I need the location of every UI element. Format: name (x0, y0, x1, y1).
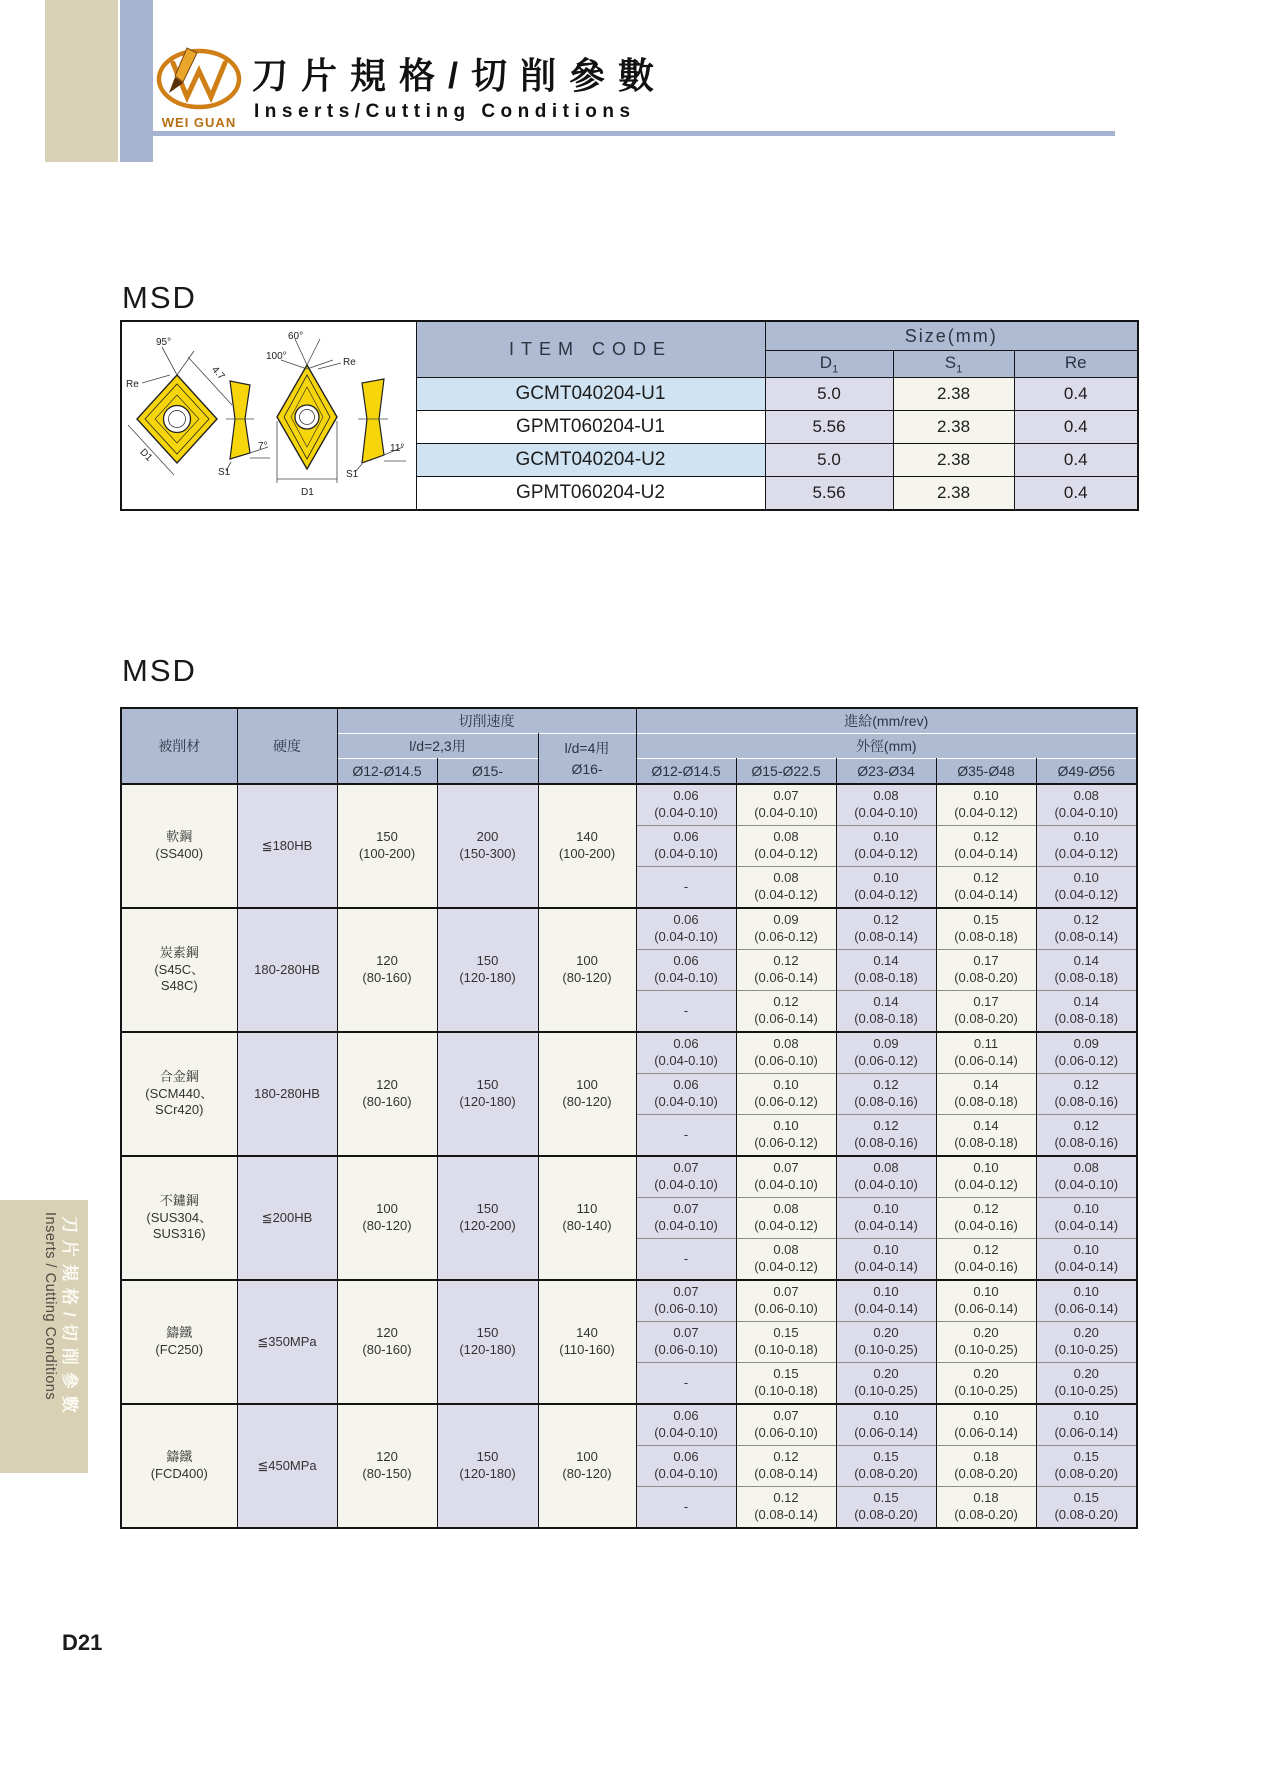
speed-cell: 100 (80-120) (337, 1156, 437, 1280)
feed-cell: 0.15 (0.08-0.20) (836, 1446, 936, 1487)
feed-cell: 0.08 (0.04-0.10) (1036, 784, 1137, 826)
insert-diagram-cell (121, 321, 416, 510)
hardness-cell: 180-280HB (237, 1032, 337, 1156)
feed-cell: 0.10 (0.04-0.12) (936, 1156, 1036, 1198)
feed-cell: 0.06 (0.04-0.10) (636, 1032, 736, 1074)
feed-cell: 0.14 (0.08-0.18) (836, 950, 936, 991)
dim-relief-7: 7° (258, 441, 268, 452)
feed-cell: 0.10 (0.06-0.12) (736, 1074, 836, 1115)
cond-row (121, 1032, 1137, 1074)
dim-relief-11: 11° (390, 443, 405, 454)
s1-value: 2.38 (893, 378, 1014, 411)
feed-cell: 0.12 (0.08-0.16) (836, 1115, 936, 1157)
feed-cell: 0.12 (0.08-0.16) (1036, 1074, 1137, 1115)
feed-cell: 0.12 (0.08-0.14) (1036, 908, 1137, 950)
hardness-cell: 180-280HB (237, 908, 337, 1032)
feed-cell: 0.08 (0.06-0.10) (736, 1032, 836, 1074)
feed-cell: 0.10 (0.04-0.14) (836, 1198, 936, 1239)
feed-cell: 0.08 (0.04-0.10) (836, 784, 936, 826)
dim-d1-1: D1 (137, 446, 155, 464)
speed-cell: 120 (80-160) (337, 1280, 437, 1404)
material-header: 被削材 (121, 708, 237, 784)
feed-cell: 0.12 (0.08-0.14) (736, 1446, 836, 1487)
insert-diagrams (122, 325, 415, 506)
feed-cell: 0.15 (0.10-0.18) (736, 1363, 836, 1405)
feed-cell: 0.07 (0.04-0.10) (736, 784, 836, 826)
re-value: 0.4 (1014, 378, 1138, 411)
re-value: 0.4 (1014, 411, 1138, 444)
col-header-d1: $D_1$ (765, 351, 893, 378)
feed-cell: 0.18 (0.08-0.20) (936, 1487, 1036, 1529)
d1-value: 5.0 (765, 378, 893, 411)
feed-cell: 0.12 (0.06-0.14) (736, 991, 836, 1033)
feed-cell: 0.10 (0.04-0.12) (836, 867, 936, 909)
feed-cell: 0.08 (0.04-0.10) (1036, 1156, 1137, 1198)
spec-section-title: MSD (122, 280, 197, 315)
feed-cell: - (636, 1487, 736, 1529)
feed-cell: 0.18 (0.08-0.20) (936, 1446, 1036, 1487)
re-value: 0.4 (1014, 444, 1138, 477)
col-header-re: Re (1014, 351, 1138, 378)
cond-row (121, 908, 1137, 950)
insert-front-view-1 (126, 337, 232, 475)
feed-cell: 0.08 (0.04-0.12) (736, 1239, 836, 1281)
cond-row (121, 784, 1137, 826)
ld23-header: l/d=2,3用 (337, 734, 538, 759)
dim-re-1: Re (126, 379, 139, 390)
feed-cell: 0.10 (0.04-0.14) (1036, 1239, 1137, 1281)
feed-cell: 0.10 (0.04-0.14) (836, 1239, 936, 1281)
speed-cell: 120 (80-160) (337, 1032, 437, 1156)
feed-cell: 0.06 (0.04-0.10) (636, 1446, 736, 1487)
speed-cell: 100 (80-120) (538, 1404, 636, 1528)
feed-cell: 0.12 (0.04-0.14) (936, 826, 1036, 867)
re-value: 0.4 (1014, 477, 1138, 511)
feed-cell: 0.10 (0.06-0.14) (936, 1280, 1036, 1322)
ld4-label: l/d=4用 (564, 740, 610, 757)
feed-cell: 0.06 (0.04-0.10) (636, 1074, 736, 1115)
speed-cell: 150 (120-180) (437, 1032, 538, 1156)
speed-cell: 150 (120-200) (437, 1156, 538, 1280)
speed-group-header: 切削速度 (337, 708, 636, 734)
feed-cell: 0.06 (0.04-0.10) (636, 826, 736, 867)
feed-cell: 0.08 (0.04-0.12) (736, 826, 836, 867)
speed-cell: 200 (150-300) (437, 784, 538, 908)
feed-cell: 0.20 (0.10-0.25) (1036, 1363, 1137, 1405)
page-title-en: Inserts/Cutting Conditions (254, 101, 636, 122)
feed-cell: - (636, 1239, 736, 1281)
feed-cell: 0.07 (0.04-0.10) (636, 1198, 736, 1239)
feed-cell: 0.07 (0.06-0.10) (736, 1280, 836, 1322)
item-code: GCMT040204-U2 (416, 444, 765, 477)
feed-cell: 0.15 (0.08-0.20) (836, 1487, 936, 1529)
feed-cell: 0.12 (0.08-0.16) (836, 1074, 936, 1115)
company-logo (156, 46, 242, 134)
s1-value: 2.38 (893, 444, 1014, 477)
feed-cell: 0.14 (0.08-0.18) (836, 991, 936, 1033)
speed-cell: 150 (100-200) (337, 784, 437, 908)
feed-cell: 0.10 (0.04-0.14) (1036, 1198, 1137, 1239)
hardness-cell: ≦200HB (237, 1156, 337, 1280)
blue-accent-bar (120, 0, 153, 162)
hardness-cell: ≦180HB (237, 784, 337, 908)
speed-cell: 110 (80-140) (538, 1156, 636, 1280)
feed-cell: 0.14 (0.08-0.18) (936, 1074, 1036, 1115)
feed-cell: - (636, 867, 736, 909)
side-tab-label-zh: 刀片規格/切削參數 (60, 1216, 79, 1420)
feed-cell: 0.10 (0.06-0.14) (836, 1404, 936, 1446)
item-code: GPMT060204-U2 (416, 477, 765, 511)
conditions-section-title: MSD (122, 653, 197, 688)
d1-value: 5.0 (765, 444, 893, 477)
feed-cell: - (636, 991, 736, 1033)
dim-angle-100: 100° (266, 351, 287, 362)
material-cell: 合金鋼 (SCM440、 SCr420) (121, 1032, 237, 1156)
feed-group-header: 進給(mm/rev) (636, 708, 1137, 734)
ld4-header (538, 734, 636, 785)
feed-cell: 0.09 (0.06-0.12) (836, 1032, 936, 1074)
feed-cell: 0.20 (0.10-0.25) (936, 1322, 1036, 1363)
feed-cell: 0.14 (0.08-0.18) (1036, 950, 1137, 991)
feed-cell: 0.07 (0.06-0.10) (636, 1280, 736, 1322)
speed-cell: 100 (80-120) (538, 908, 636, 1032)
material-cell: 軟鋼 (SS400) (121, 784, 237, 908)
feed-cell: 0.12 (0.06-0.14) (736, 950, 836, 991)
cond-row (121, 1280, 1137, 1322)
spec-table (120, 320, 1139, 511)
material-cell: 炭素鋼 (S45C、 S48C) (121, 908, 237, 1032)
s1-value: 2.38 (893, 411, 1014, 444)
feed-col-header: Ø12-Ø14.5 (636, 759, 736, 785)
feed-cell: 0.06 (0.04-0.10) (636, 950, 736, 991)
cond-row (121, 1404, 1137, 1446)
material-cell: 不鏽鋼 (SUS304、 SUS316) (121, 1156, 237, 1280)
speed-cell: 140 (100-200) (538, 784, 636, 908)
dim-s1-1: S1 (218, 467, 231, 478)
feed-cell: 0.08 (0.04-0.10) (836, 1156, 936, 1198)
hardness-header: 硬度 (237, 708, 337, 784)
od-header: 外徑(mm) (636, 734, 1137, 759)
feed-cell: 0.06 (0.04-0.10) (636, 908, 736, 950)
speed-cell: 150 (120-180) (437, 908, 538, 1032)
feed-cell: 0.10 (0.04-0.12) (1036, 867, 1137, 909)
feed-cell: 0.17 (0.08-0.20) (936, 991, 1036, 1033)
feed-cell: 0.12 (0.04-0.16) (936, 1198, 1036, 1239)
dim-re-2: Re (343, 357, 356, 368)
beige-corner-block (45, 0, 118, 162)
spec-header-row-1 (121, 321, 1138, 351)
insert-side-view-1 (218, 381, 270, 478)
feed-cell: - (636, 1363, 736, 1405)
dim-d1-2: D1 (301, 487, 314, 498)
cond-row (121, 1156, 1137, 1198)
side-tab-label-en: Inserts / Cutting Conditions (42, 1212, 58, 1401)
feed-cell: 0.06 (0.04-0.10) (636, 1404, 736, 1446)
material-cell: 鑄鐵 (FCD400) (121, 1404, 237, 1528)
feed-col-header: Ø49-Ø56 (1036, 759, 1137, 785)
feed-cell: 0.15 (0.08-0.20) (1036, 1487, 1137, 1529)
feed-cell: - (636, 1115, 736, 1157)
speed-col-header: Ø12-Ø14.5 (337, 759, 437, 785)
insert-front-view-2 (266, 331, 356, 498)
feed-cell: 0.10 (0.06-0.14) (936, 1404, 1036, 1446)
feed-cell: 0.10 (0.04-0.12) (1036, 826, 1137, 867)
speed-col-header: Ø15- (437, 759, 538, 785)
item-code: GCMT040204-U1 (416, 378, 765, 411)
feed-cell: 0.12 (0.04-0.16) (936, 1239, 1036, 1281)
feed-cell: 0.17 (0.08-0.20) (936, 950, 1036, 991)
feed-cell: 0.07 (0.06-0.10) (636, 1322, 736, 1363)
header-underline (153, 131, 1115, 136)
size-header: Size(mm) (765, 321, 1138, 351)
feed-cell: 0.11 (0.06-0.14) (936, 1032, 1036, 1074)
feed-cell: 0.20 (0.10-0.25) (836, 1322, 936, 1363)
logo-text: WEI GUAN (161, 115, 237, 130)
feed-cell: 0.06 (0.04-0.10) (636, 784, 736, 826)
col-header-s1: $S_1$ (893, 351, 1014, 378)
dim-edge-47: 4.7 (209, 364, 227, 383)
feed-cell: 0.12 (0.04-0.14) (936, 867, 1036, 909)
logo-graphic (156, 46, 242, 134)
feed-cell: 0.14 (0.08-0.18) (1036, 991, 1137, 1033)
feed-cell: 0.07 (0.06-0.10) (736, 1404, 836, 1446)
feed-cell: 0.15 (0.08-0.20) (1036, 1446, 1137, 1487)
feed-cell: 0.10 (0.06-0.14) (1036, 1280, 1137, 1322)
feed-cell: 0.14 (0.08-0.18) (936, 1115, 1036, 1157)
dim-s1-2: S1 (346, 469, 359, 480)
dim-angle-60: 60° (288, 331, 304, 342)
feed-cell: 0.07 (0.04-0.10) (736, 1156, 836, 1198)
feed-cell: 0.10 (0.04-0.12) (836, 826, 936, 867)
hardness-cell: ≦350MPa (237, 1280, 337, 1404)
speed-cell: 150 (120-180) (437, 1280, 538, 1404)
feed-cell: 0.09 (0.06-0.12) (736, 908, 836, 950)
feed-col-header: Ø15-Ø22.5 (736, 759, 836, 785)
feed-cell: 0.08 (0.04-0.12) (736, 1198, 836, 1239)
d1-value: 5.56 (765, 411, 893, 444)
feed-cell: 0.07 (0.04-0.10) (636, 1156, 736, 1198)
page-title-zh: 刀片規格/切削參數 (252, 55, 668, 96)
speed-cell: 140 (110-160) (538, 1280, 636, 1404)
speed-cell: 150 (120-180) (437, 1404, 538, 1528)
logo-oval (159, 51, 239, 107)
feed-cell: 0.20 (0.10-0.25) (836, 1363, 936, 1405)
feed-cell: 0.20 (0.10-0.25) (1036, 1322, 1137, 1363)
feed-cell: 0.10 (0.06-0.14) (1036, 1404, 1137, 1446)
page-number: D21 (62, 1630, 103, 1655)
insert-side-view-2 (346, 379, 406, 480)
feed-col-header: Ø35-Ø48 (936, 759, 1036, 785)
feed-cell: 0.12 (0.08-0.14) (836, 908, 936, 950)
dim-angle-95: 95° (156, 337, 172, 348)
feed-col-header: Ø23-Ø34 (836, 759, 936, 785)
feed-cell: 0.20 (0.10-0.25) (936, 1363, 1036, 1405)
feed-cell: 0.09 (0.06-0.12) (1036, 1032, 1137, 1074)
material-cell: 鑄鐵 (FC250) (121, 1280, 237, 1404)
feed-cell: 0.10 (0.04-0.14) (836, 1280, 936, 1322)
speed-cell: 120 (80-150) (337, 1404, 437, 1528)
feed-cell: 0.12 (0.08-0.16) (1036, 1115, 1137, 1157)
feed-cell: 0.10 (0.06-0.12) (736, 1115, 836, 1157)
feed-cell: 0.15 (0.10-0.18) (736, 1322, 836, 1363)
item-code-header: ITEM CODE (416, 321, 765, 378)
d1-value: 5.56 (765, 477, 893, 511)
ld4-diameter: Ø16- (571, 760, 603, 777)
item-code: GPMT060204-U1 (416, 411, 765, 444)
cutting-conditions-table (120, 707, 1138, 1529)
feed-cell: 0.10 (0.04-0.12) (936, 784, 1036, 826)
hardness-cell: ≦450MPa (237, 1404, 337, 1528)
feed-cell: 0.15 (0.08-0.18) (936, 908, 1036, 950)
feed-cell: 0.08 (0.04-0.12) (736, 867, 836, 909)
speed-cell: 120 (80-160) (337, 908, 437, 1032)
feed-cell: 0.12 (0.08-0.14) (736, 1487, 836, 1529)
s1-value: 2.38 (893, 477, 1014, 511)
cond-header-row-1 (121, 708, 1137, 734)
speed-cell: 100 (80-120) (538, 1032, 636, 1156)
